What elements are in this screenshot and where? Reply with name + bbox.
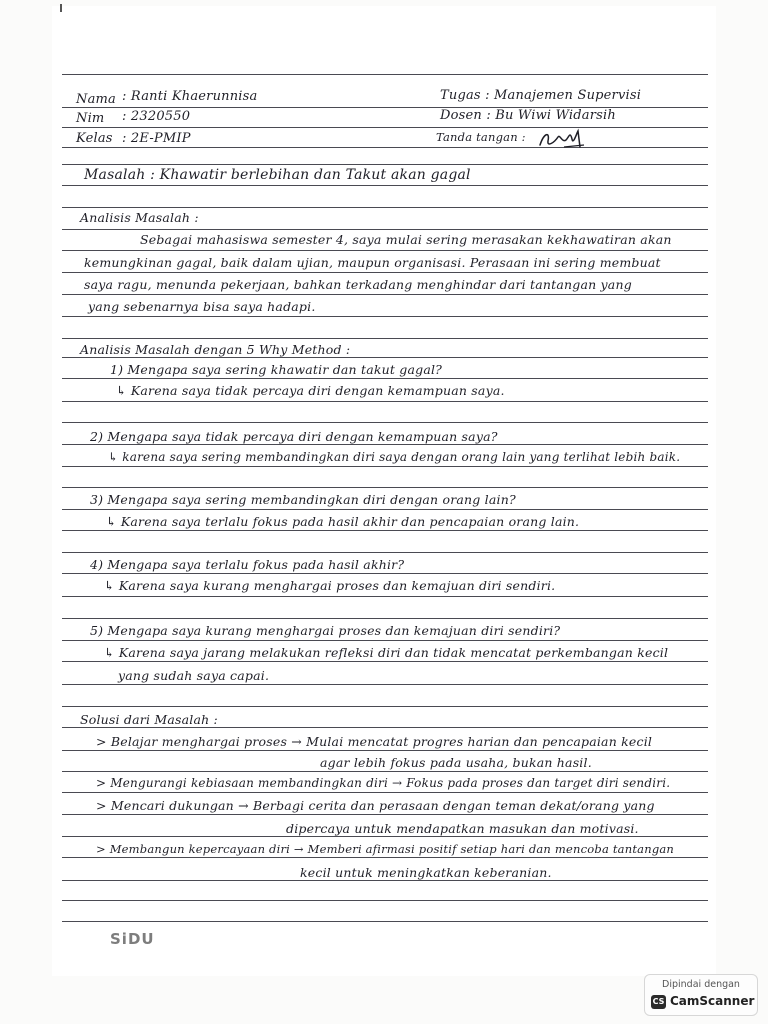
ruled-line <box>62 74 708 75</box>
ruled-line <box>62 509 708 510</box>
nim-value: : 2320550 <box>122 109 191 124</box>
ruled-line <box>62 207 708 208</box>
ruled-line <box>62 294 708 295</box>
ruled-line <box>62 857 708 858</box>
ruled-line <box>62 880 708 881</box>
why-answer-3: ↳ Karena saya terlalu fokus pada hasil akhir dan pencapaian orang lain. <box>106 514 580 529</box>
solusi-line-3: > Mengurangi kebiasaan membandingkan diri → Fokus pada proses dan target diri sendiri. <box>96 776 671 790</box>
ruled-line <box>62 661 708 662</box>
kelas-value: : 2E-PMIP <box>122 131 191 146</box>
analisis-title: Analisis Masalah : <box>80 210 199 225</box>
scanner-name: CamScanner <box>670 994 755 1008</box>
ruled-line <box>62 185 708 186</box>
ruled-line <box>62 401 708 402</box>
nim-label: Nim <box>76 111 105 126</box>
why-answer-1: ↳ Karena saya tidak percaya diri dengan kemampuan saya. <box>116 383 505 398</box>
ruled-line <box>62 338 708 339</box>
why-answer-2: ↳ karena saya sering membandingkan diri saya dengan orang lain yang terlihat lebih baik. <box>108 450 681 464</box>
ruled-line <box>62 272 708 273</box>
tanda-tangan-label: Tanda tangan : <box>436 130 526 144</box>
ruled-line <box>62 466 708 467</box>
ruled-line <box>62 444 708 445</box>
nama-value: : Ranti Khaerunnisa <box>122 89 258 104</box>
solusi-line-7: kecil untuk meningkatkan keberanian. <box>300 865 552 880</box>
why-question-2: 2) Mengapa saya tidak percaya diri dengan kemampuan saya? <box>90 429 498 444</box>
ruled-line <box>62 530 708 531</box>
camscanner-badge <box>644 974 758 1016</box>
why-question-4: 4) Mengapa saya terlalu fokus pada hasil akhir? <box>90 557 405 572</box>
masalah-line: Masalah : Khawatir berlebihan dan Takut akan gagal <box>84 167 471 183</box>
why-question-5: 5) Mengapa saya kurang menghargai proses dan kemajuan diri sendiri? <box>90 623 561 638</box>
scanner-caption: Dipindai dengan <box>662 979 740 990</box>
ruled-line <box>62 147 708 148</box>
ruled-line <box>62 618 708 619</box>
analisis-line-3: saya ragu, menunda pekerjaan, bahkan terkadang menghindar dari tantangan yang <box>84 277 632 292</box>
notebook-brand: SiDU <box>110 930 155 948</box>
why-title: Analisis Masalah dengan 5 Why Method : <box>80 342 351 357</box>
ruled-line <box>62 921 708 922</box>
ruled-line <box>62 792 708 793</box>
ruled-line <box>62 771 708 772</box>
nama-label: Nama <box>76 92 117 107</box>
ruled-line <box>62 357 708 358</box>
why-answer-4: ↳ Karena saya kurang menghargai proses dan kemajuan diri sendiri. <box>104 578 556 593</box>
ruled-line <box>62 422 708 423</box>
kelas-label: Kelas <box>76 131 113 146</box>
ruled-line <box>62 127 708 128</box>
solusi-line-2: agar lebih fokus pada usaha, bukan hasil. <box>320 755 592 770</box>
ruled-line <box>62 640 708 641</box>
ruled-line <box>62 900 708 901</box>
ruled-line <box>62 727 708 728</box>
analisis-line-4: yang sebenarnya bisa saya hadapi. <box>88 299 316 314</box>
ruled-line <box>62 164 708 165</box>
page-mark <box>60 4 62 12</box>
why-answer-5-cont: yang sudah saya capai. <box>118 668 270 683</box>
ruled-line <box>62 596 708 597</box>
ruled-line <box>62 750 708 751</box>
why-question-1: 1) Mengapa saya sering khawatir dan takut gagal? <box>110 362 443 377</box>
why-question-3: 3) Mengapa saya sering membandingkan diri dengan orang lain? <box>90 492 516 507</box>
ruled-line <box>62 836 708 837</box>
ruled-line <box>62 684 708 685</box>
ruled-line <box>62 229 708 230</box>
solusi-title: Solusi dari Masalah : <box>80 712 218 727</box>
ruled-line <box>62 316 708 317</box>
why-answer-5: ↳ Karena saya jarang melakukan refleksi diri dan tidak mencatat perkembangan kecil <box>104 645 669 660</box>
signature-image <box>534 125 590 153</box>
solusi-line-1: > Belajar menghargai proses → Mulai mencatat progres harian dan pencapaian kecil <box>96 734 653 749</box>
dosen-line: Dosen : Bu Wiwi Widarsih <box>440 108 616 123</box>
camscanner-logo-icon: CS <box>651 995 666 1009</box>
tugas-line: Tugas : Manajemen Supervisi <box>440 88 642 103</box>
analisis-line-1: Sebagai mahasiswa semester 4, saya mulai sering merasakan kekhawatiran akan <box>140 232 672 247</box>
ruled-line <box>62 487 708 488</box>
ruled-line <box>62 250 708 251</box>
solusi-line-4: > Mencari dukungan → Berbagi cerita dan perasaan dengan teman dekat/orang yang <box>96 798 655 813</box>
ruled-line <box>62 552 708 553</box>
ruled-line <box>62 814 708 815</box>
solusi-line-6: > Membangun kepercayaan diri → Memberi afirmasi positif setiap hari dan mencoba tantangan <box>96 842 675 856</box>
analisis-line-2: kemungkinan gagal, baik dalam ujian, maupun organisasi. Perasaan ini sering membuat <box>84 255 661 270</box>
ruled-line <box>62 378 708 379</box>
ruled-line <box>62 706 708 707</box>
solusi-line-5: dipercaya untuk mendapatkan masukan dan motivasi. <box>286 821 639 836</box>
ruled-line <box>62 573 708 574</box>
